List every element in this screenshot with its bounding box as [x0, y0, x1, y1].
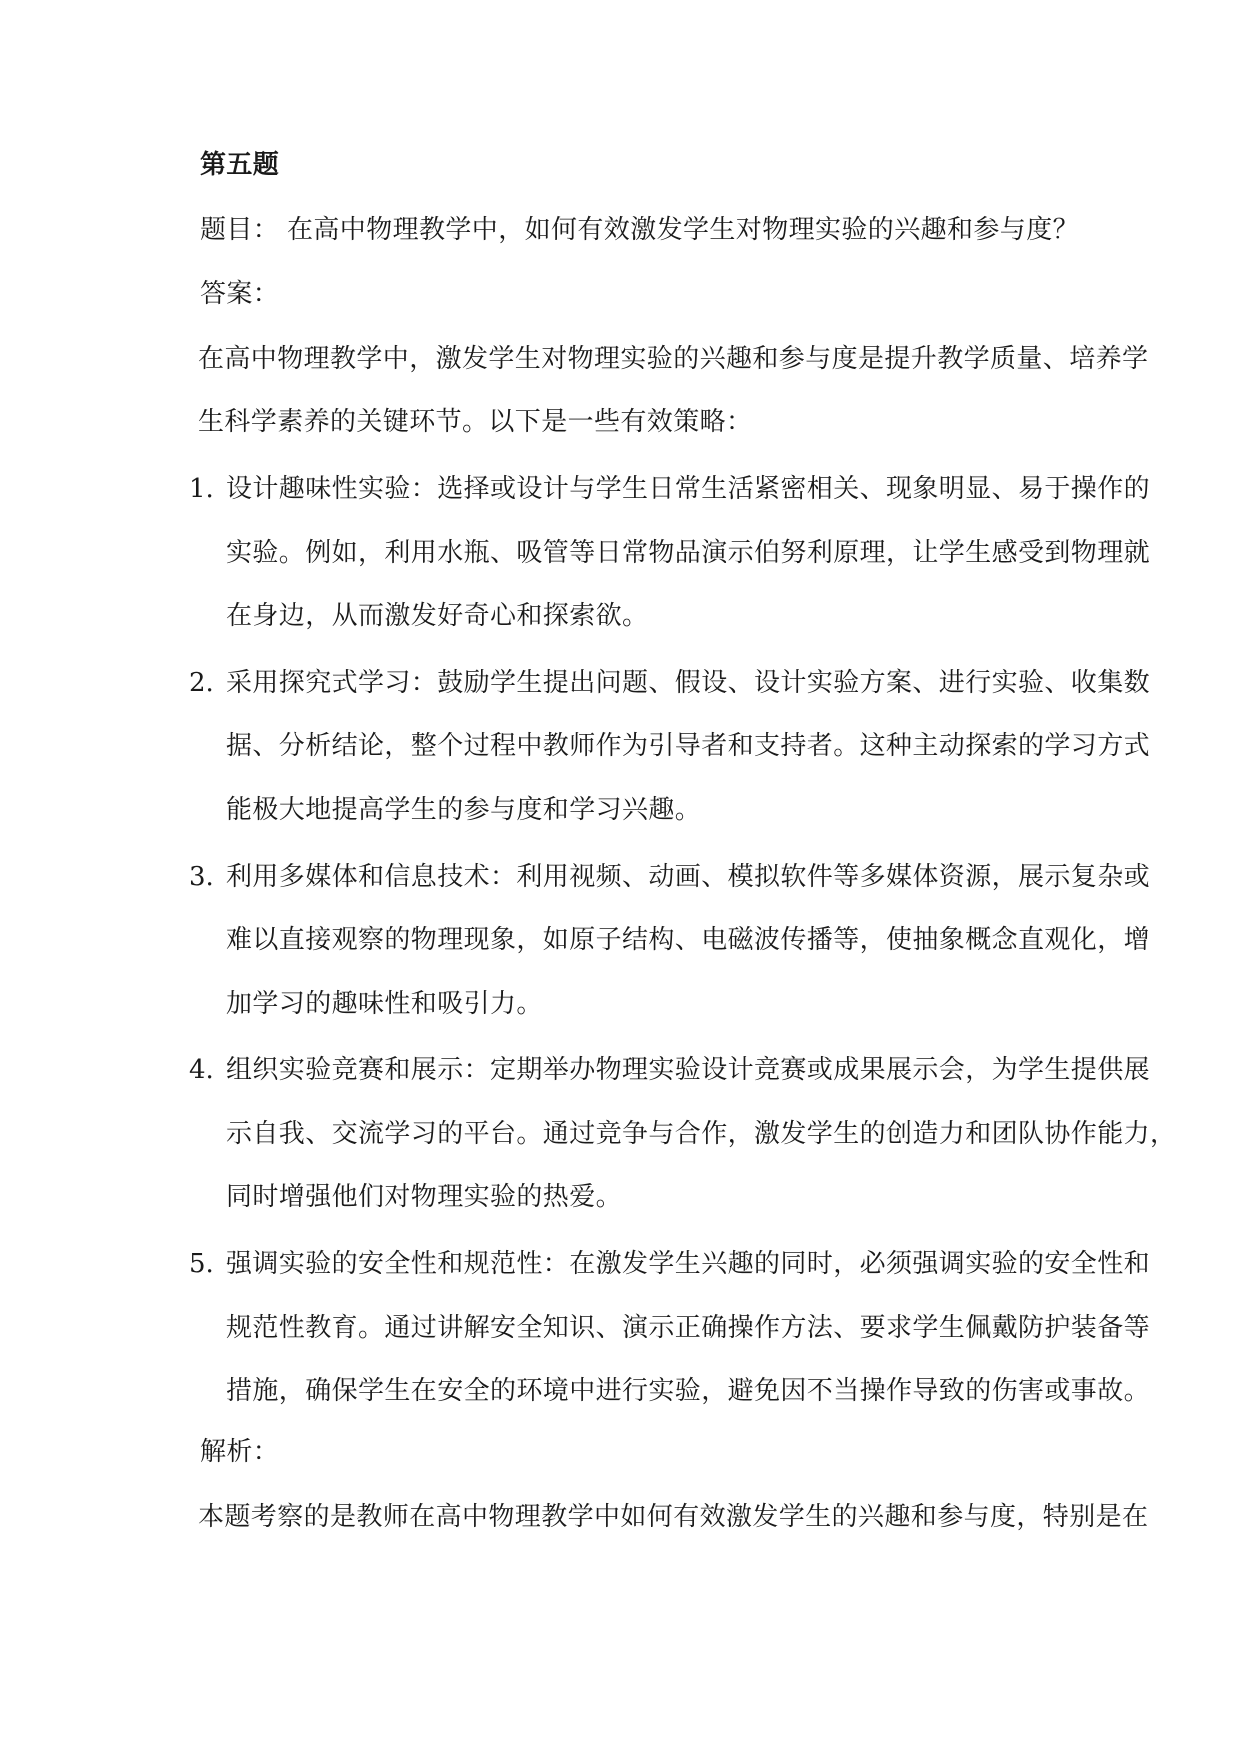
list-item-number: 4. — [189, 1055, 214, 1085]
question-text: 在高中物理教学中，如何有效激发学生对物理实验的兴趣和参与度？ — [287, 215, 1080, 245]
question-label: 题目： — [200, 215, 280, 245]
list-item-line: 据、分析结论，整个过程中教师作为引导者和支持者。这种主动探索的学习方式 — [226, 731, 1151, 761]
analysis-line: 本题考察的是教师在高中物理教学中如何有效激发学生的兴趣和参与度，特别是在 — [198, 1502, 1149, 1532]
list-item-line: 设计趣味性实验：选择或设计与学生日常生活紧密相关、现象明显、易于操作的 — [226, 474, 1151, 504]
list-item-line: 措施，确保学生在安全的环境中进行实验，避免因不当操作导致的伤害或事故。 — [226, 1376, 1151, 1406]
list-item-line: 实验。例如，利用水瓶、吸管等日常物品演示伯努利原理，让学生感受到物理就 — [226, 538, 1151, 568]
list-item-line: 采用探究式学习：鼓励学生提出问题、假设、设计实验方案、进行实验、收集数 — [226, 668, 1151, 698]
list-item-line: 同时增强他们对物理实验的热爱。 — [226, 1182, 623, 1212]
list-item-number: 1. — [189, 474, 214, 504]
list-item-number: 5. — [189, 1249, 214, 1279]
list-item-line: 规范性教育。通过讲解安全知识、演示正确操作方法、要求学生佩戴防护装备等 — [226, 1313, 1151, 1343]
list-item-line: 示自我、交流学习的平台。通过竞争与合作，激发学生的创造力和团队协作能力， — [226, 1119, 1177, 1149]
intro-line: 生科学素养的关键环节。以下是一些有效策略： — [198, 407, 753, 437]
list-item-line: 组织实验竞赛和展示：定期举办物理实验设计竞赛或成果展示会，为学生提供展 — [226, 1055, 1151, 1085]
answer-label: 答案： — [200, 279, 280, 309]
section-heading: 第五题 — [200, 150, 280, 180]
list-item-line: 在身边，从而激发好奇心和探索欲。 — [226, 601, 649, 631]
list-item-line: 加学习的趣味性和吸引力。 — [226, 989, 543, 1019]
list-item-line: 强调实验的安全性和规范性：在激发学生兴趣的同时，必须强调实验的安全性和 — [226, 1249, 1151, 1279]
list-item-line: 利用多媒体和信息技术：利用视频、动画、模拟软件等多媒体资源，展示复杂或 — [226, 862, 1151, 892]
intro-line: 在高中物理教学中，激发学生对物理实验的兴趣和参与度是提升教学质量、培养学 — [198, 344, 1149, 374]
list-item-line: 难以直接观察的物理现象，如原子结构、电磁波传播等，使抽象概念直观化，增 — [226, 925, 1151, 955]
analysis-label: 解析： — [200, 1437, 280, 1467]
list-item-number: 3. — [189, 862, 214, 892]
list-item-number: 2. — [189, 668, 214, 698]
list-item-line: 能极大地提高学生的参与度和学习兴趣。 — [226, 795, 702, 825]
